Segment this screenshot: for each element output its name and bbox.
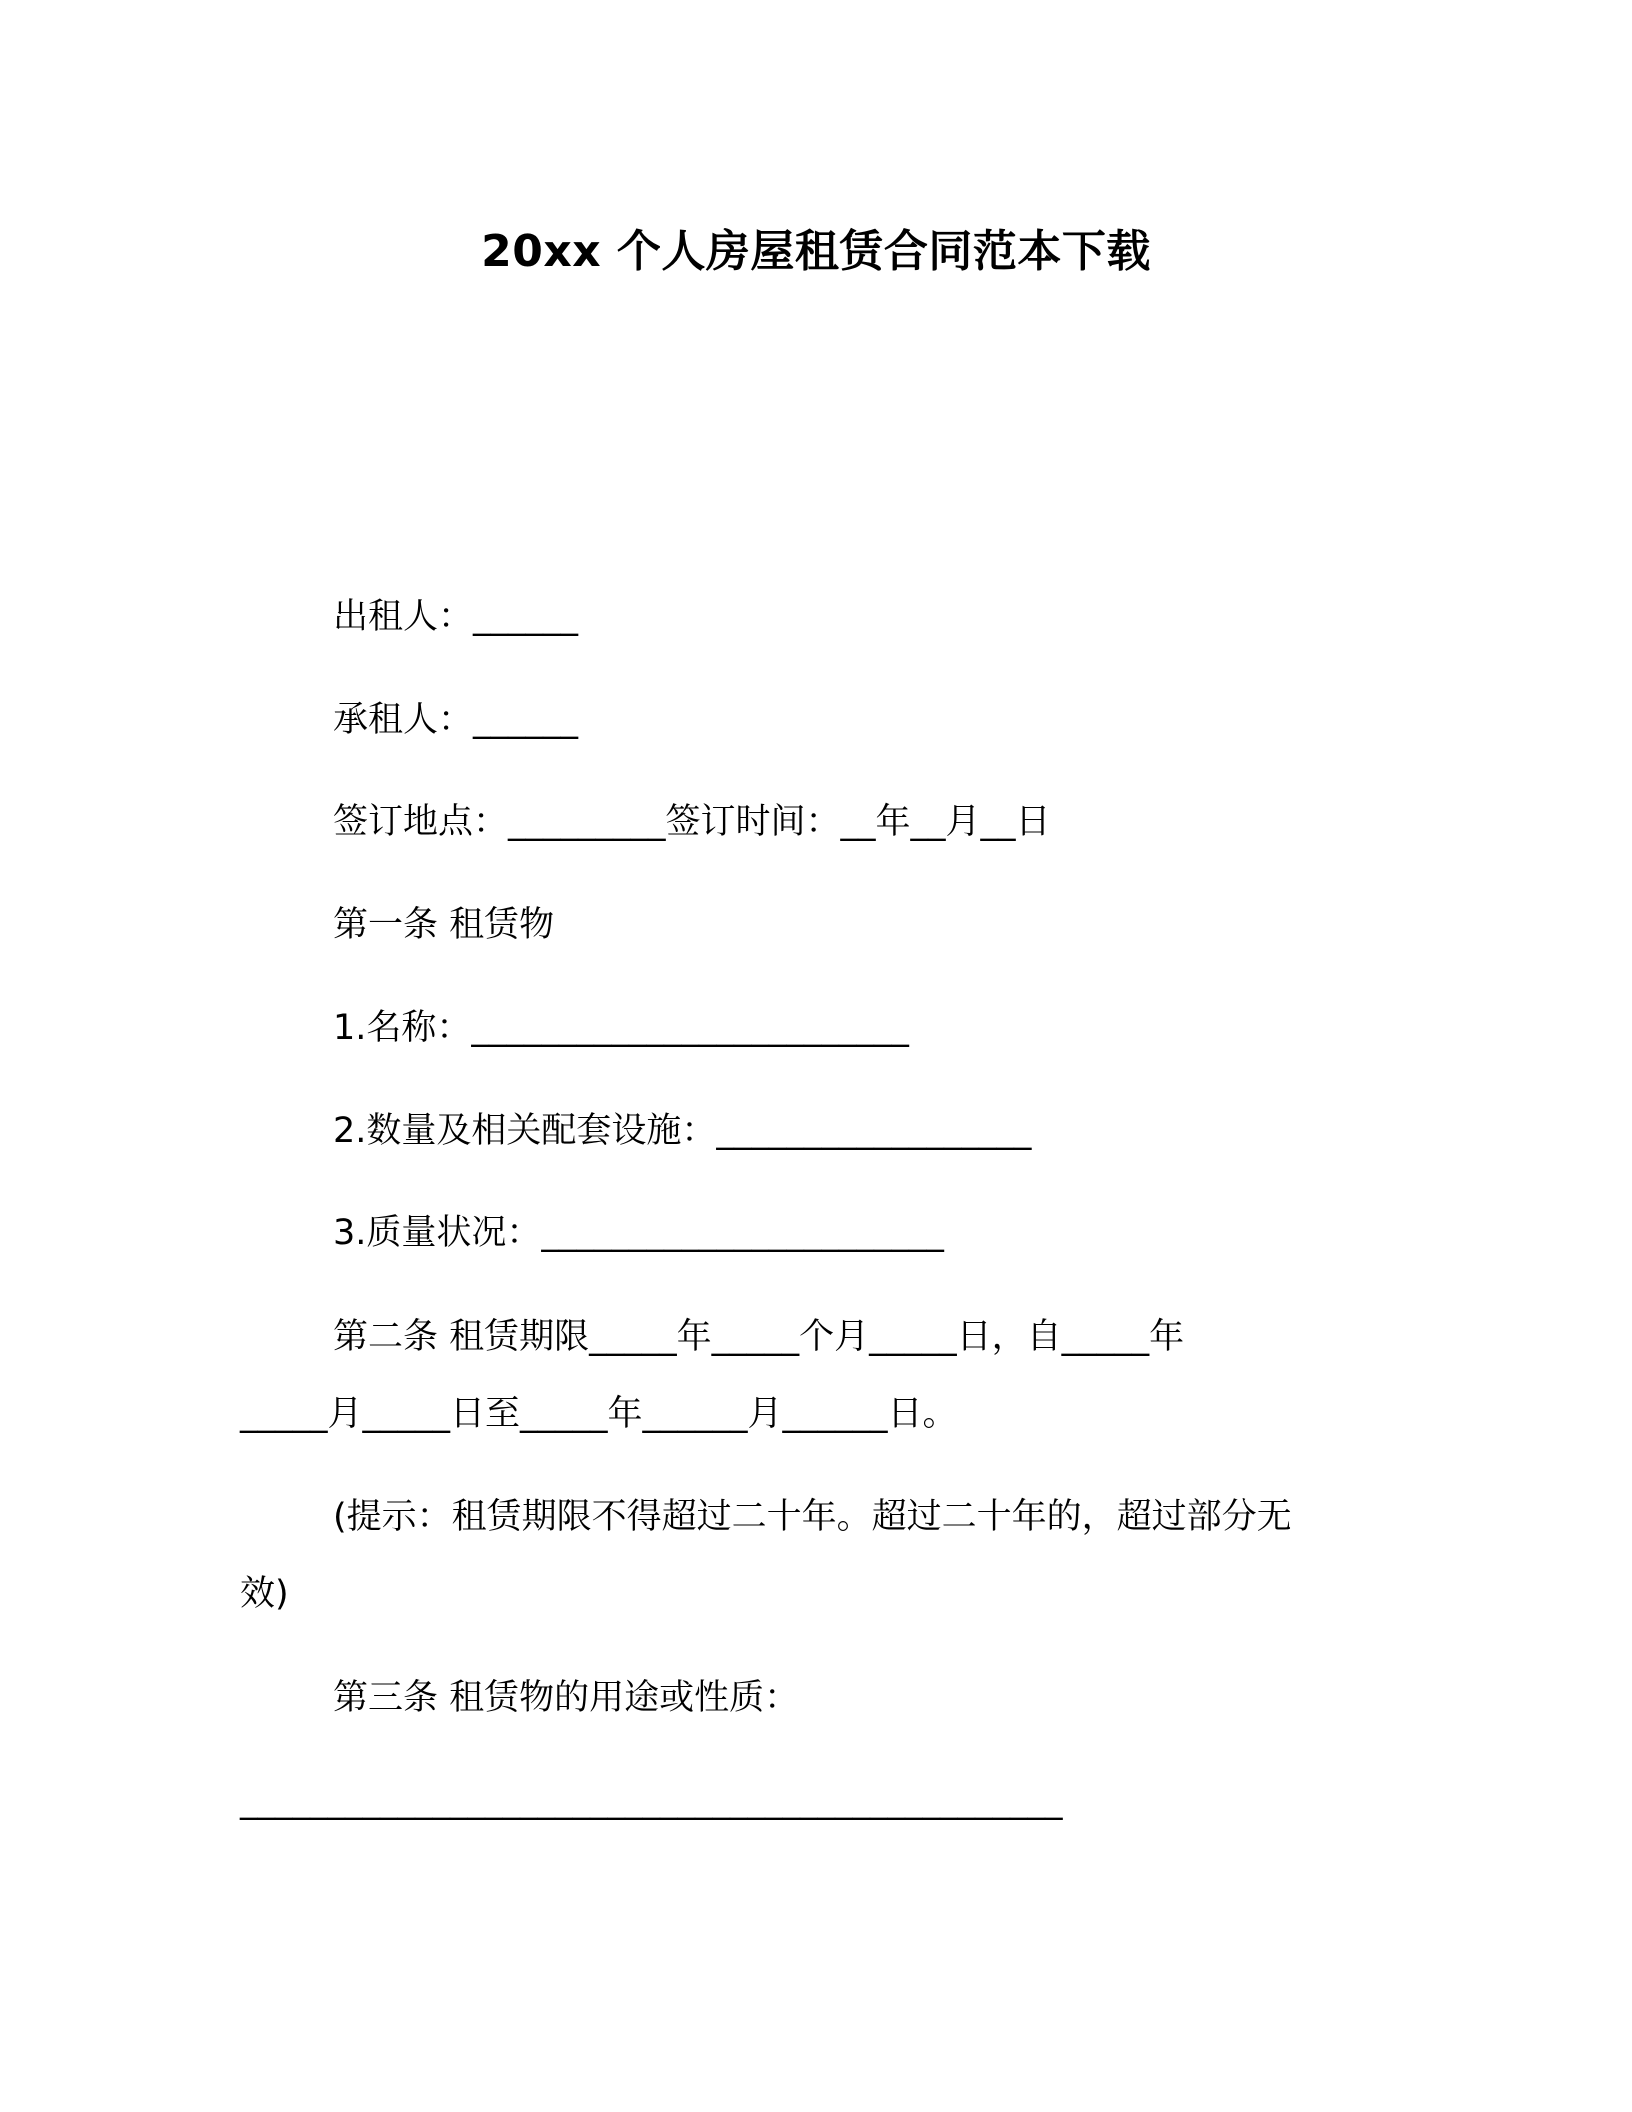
lessor-line: 出租人：______: [333, 597, 579, 637]
signing-place-time-line: 签订地点：_________签订时间：__年__月__日: [333, 802, 1051, 842]
document-title: 20xx 个人房屋租赁合同范本下载: [481, 226, 1151, 277]
item-name-line: 1.名称：_________________________: [333, 1008, 909, 1048]
article-one-heading: 第一条 租赁物: [333, 905, 555, 945]
article-two-line-1: 第二条 租赁期限_____年_____个月_____日，自_____年: [333, 1317, 1185, 1357]
lessee-line: 承租人：______: [333, 700, 579, 740]
article-two-line-2: _____月_____日至_____年______月______日。: [240, 1394, 958, 1434]
purpose-blank-line: _______________________________________________: [240, 1781, 1063, 1821]
note-line-2: 效): [240, 1574, 289, 1614]
article-three-heading: 第三条 租赁物的用途或性质：: [333, 1678, 800, 1718]
item-quality-line: 3.质量状况：_______________________: [333, 1213, 944, 1253]
item-quantity-line: 2.数量及相关配套设施：__________________: [333, 1111, 1032, 1151]
note-line-1: (提示：租赁期限不得超过二十年。超过二十年的，超过部分无: [333, 1497, 1292, 1537]
